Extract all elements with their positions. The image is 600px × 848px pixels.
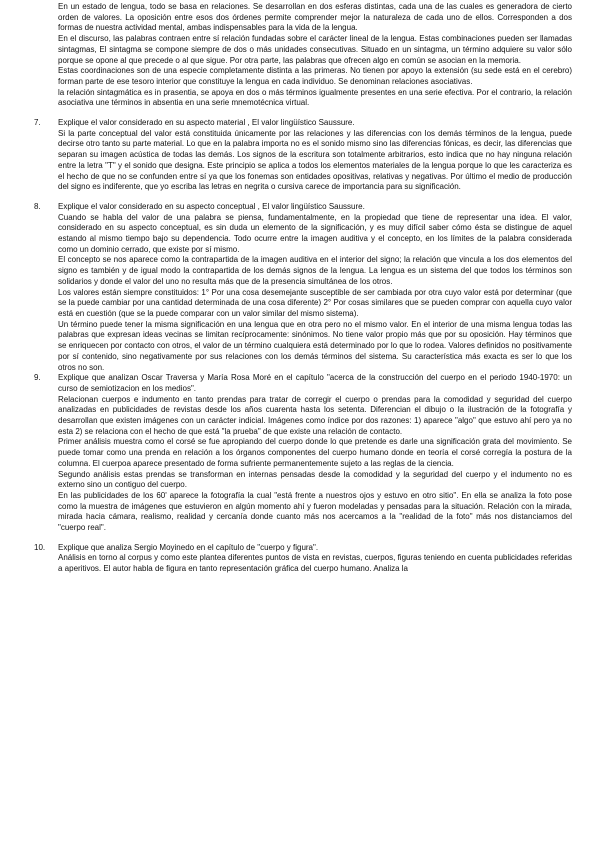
question-item-7 [34,118,572,193]
question-text: Explique que analiza Sergio Moyinedo en el capítulo de "cuerpo y figura". [58,542,319,552]
question-number: 10. [34,542,46,552]
answer-paragraph: Relacionan cuerpos e indumento en tanto prendas para tratar de corregir el cuerpo o prendas para la comodidad y seguridad del cuerpo analizadas en publicidades de revistas desde los años cuarenta hasta los setenta. Diferencian el dibujo o la ilustración de la fotografía y desarrollan que existen imágenes con un carácter indicial. Imágenes como índice por dos razones: 1) aparece "algo" que estuvo ahí pero ya no esta 2) se relaciona con el hecho de que está "la prueba" de que existe una relación de contacto. [58,394,572,436]
question-item-8 [34,201,572,373]
answer-paragraph: En las publicidades de los 60' aparece la fotografía la cual "está frente a nuestros ojos y estuvo en otro sitio". En ella se analiza la foto pose como la muestra de imágenes que estuvieron en algún momento ahí y fueron modeladas y pensadas para la situación. Relación con la mirada, mirada hacia cámara, realismo, realidad y cercanía donde cuanto más nos acercamos a la "realidad de la foto" más nos distanciamos del "cuerpo real". [58,490,572,533]
intro-paragraph: la relación sintagmática es in prasentia, se apoya en dos o más términos igualmente presentes en una serie efectiva. Por el contrario, la relación asociativa une términos in absentia en una serie mnemotécnica virtual. [58,87,572,108]
answer-paragraph: Cuando se habla del valor de una palabra se piensa, fundamentalmente, en la propiedad que tiene de representar una idea. El valor, considerado en su aspecto conceptual, es sin duda un elemento de la significación, y es muy difícil saber cómo ésta se distingue de aquel estando al mismo tiempo bajo su dependencia. Todo ocurre entre la imagen auditiva y el concepto, en los límites de la palabra considerada como un dominio cerrado, que existe por sí mismo. [58,212,572,254]
answer-paragraph: Análisis en torno al corpus y como este plantea diferentes puntos de vista en revistas, cuerpos, figuras teniendo en cuenta publicidades referidas a aperitivos. El autor habla de figura en tanto representación gráfica del cuerpo humano. Analiza la [58,553,572,574]
intro-section [58,2,572,109]
question-number: 9. [34,373,41,383]
answer-paragraph: Segundo análisis estas prendas se transforman en internas pensadas desde la comodidad y la seguridad del cuerpo y el indumento no es externo sino un contiguo del cuerpo. [58,469,572,490]
question-item-9 [34,373,572,534]
answer-paragraph: Un término puede tener la misma significación en una lengua que en otra pero no el mismo valor. En el interior de una misma lengua todas las palabras que expresan ideas vecinas se limitan recíprocamente: sinónimos. No tiene valor propio más que por su oposición. Hay términos que se enriquecen por contacto con otros, el valor de un término cualquiera está determinado por lo que lo rodea. Valores definidos no positivamente por sí contenido, sino negativamente por sus relaciones con los demás términos del sistema. Su característica más exacta es ser lo que los otros no son. [58,319,572,372]
question-number: 7. [34,118,41,128]
question-number: 8. [34,201,41,211]
answer-paragraph: Los valores están siempre constituidos: 1° Por una cosa desemejante susceptible de ser cambiada por otra cuyo valor está por determinar (que se la puede cambiar por una cantidad determinada de una cosa diferente) 2° Por cosas similares que se pueden comprar con aquella cuyo valor está en cuestión (que se la puede comparar con un valor similar del mismo sistema). [58,287,572,318]
question-text: Explique el valor considerado en su aspecto material , El valor lingüístico Saussure. [58,118,355,128]
intro-paragraph: En un estado de lengua, todo se basa en relaciones. Se desarrollan en dos esferas distintas, cada una de las cuales es generadora de cierto orden de valores. La oposición entre esos dos órdenes permite comprender mejor la naturaleza de cada uno de ellos. Corresponden a dos formas de nuestra actividad mental, ambas indispensables para la vida de la lengua. [58,2,572,33]
question-text: Explique el valor considerado en su aspecto conceptual , El valor lingüístico Saussure. [58,201,365,211]
answer-paragraph: Si la parte conceptual del valor está constituida únicamente por las relaciones y las diferencias con los demás términos de la lengua, puede decirse otro tanto su parte material. Lo que en la palabra importa no es el sonido mismo sino las diferencias fónicas, es decir, las diferencias que separan su imagen acústica de todas las demás. Los signos de la escritura son totalmente arbitrarios, esto indica que no hay ninguna relación entre la letra "T" y el sonido que designa. Este principio se aplica a todos los elementos materiales de la lengua porque lo que les caracteriza es el hecho de que no se confunden entre sí ya que los fonemas son entidades opositivas, relativas y negativas. Por último el medio de producción del signo es indiferente, que yo escriba las letras en negrita o cursiva carece de importancia para su significación. [58,128,572,192]
answer-paragraph: Primer análisis muestra como el corsé se fue apropiando del cuerpo donde lo que pretende es darle una significación grata del movimiento. Se puede tomar como una prenda en relación a los órganos componentes del cuerpo humano donde en teoría el corsé corregía la postura de la columna. El cuerpoa aparece presentado de forma sufriente permanentemente sujeto a las reglas de la ciencia. [58,437,572,468]
intro-paragraph: En el discurso, las palabras contraen entre sí relación fundadas sobre el carácter lineal de la lengua. Estas combinaciones pueden ser llamadas sintagmas, El sintagma se compone siempre de dos o más unidades consecutivas. Situado en un sintagma, un término adquiere su valor sólo porque se opone al que precede o al que sigue. Por otra parte, las palabras que ofrecen algo en común se asocian en la memoria. [58,34,572,65]
answer-paragraph: El concepto se nos aparece como la contrapartida de la imagen auditiva en el interior del signo; la relación que vincula a los dos elementos del signo es también y de igual modo la contrapartida de los demás signos de la lengua. La lengua es un sistema del que todos los términos son solidarios y donde el valor del uno no resulta más que de la presencia simultánea de los otros. [58,255,572,286]
question-text: Explique que analizan Oscar Traversa y María Rosa Moré en el capítulo "acerca de la construcción del cuerpo en el periodo 1940-1970: un curso de semiotizacion en los medios". [58,373,572,393]
intro-paragraph: Estas coordinaciones son de una especie completamente distinta a las primeras. No tienen por apoyo la extensión (su sede está en el cerebro) forman parte de ese tesoro interior que constituye la lengua en cada individuo. Se denominan relaciones asociativas. [58,66,572,86]
question-item-10 [34,542,572,575]
